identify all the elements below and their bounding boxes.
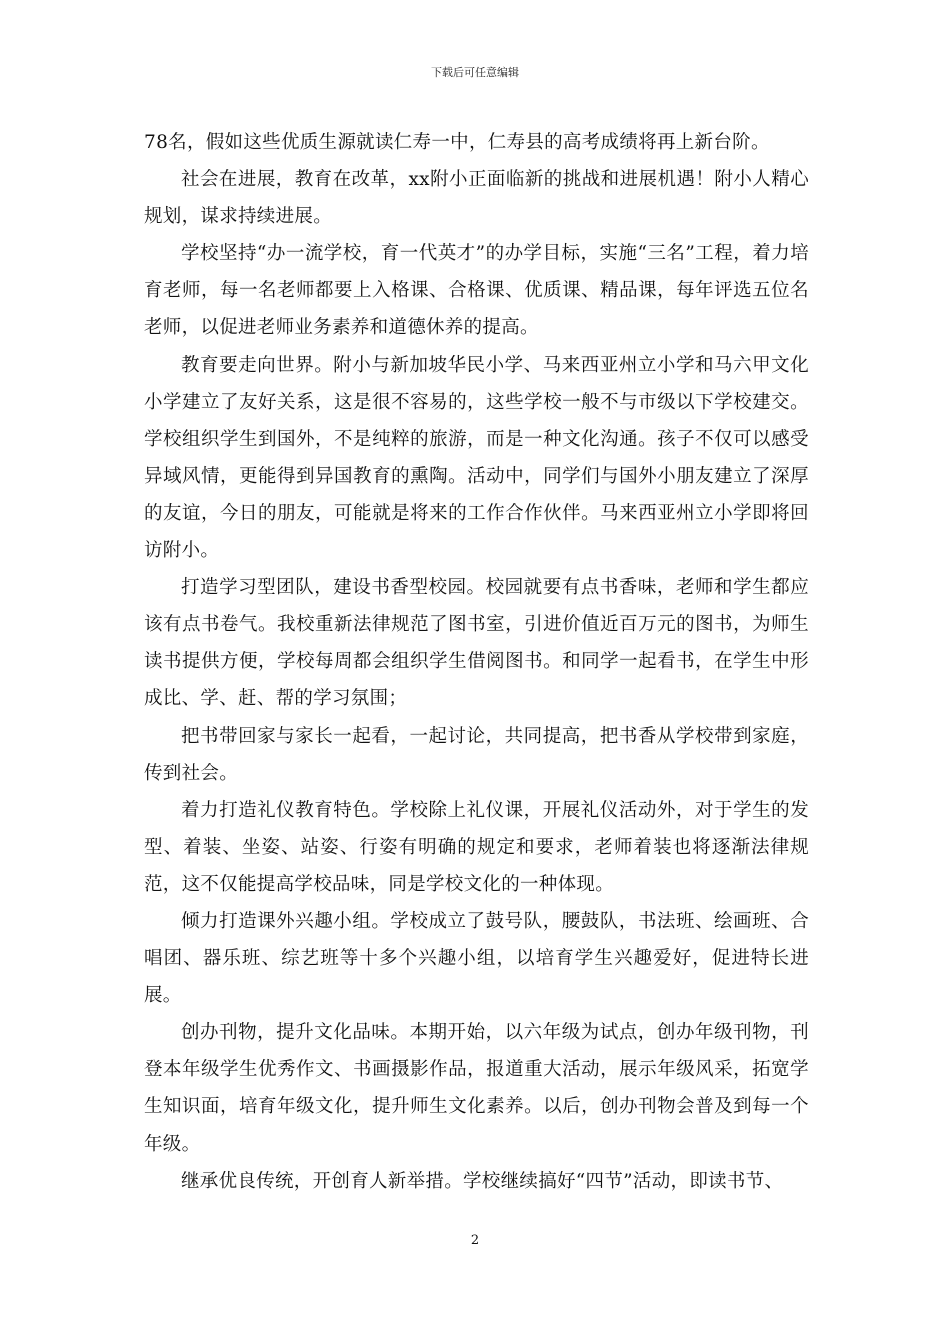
paragraph-5: 打造学习型团队，建设书香型校园。校园就要有点书香味，老师和学生都应该有点书卷气。我校重新法律规范了图书室，引进价值近百万元的图书，为师生读书提供方便，学校每周都会组织学生借阅图书。和同学一起看书，在学生中形成比、学、赶、帮的学习氛围； bbox=[144, 577, 809, 710]
paragraph-2: 社会在进展，教育在改革，xx附小正面临新的挑战和进展机遇！附小人精心规划，谋求持续进展。 bbox=[144, 169, 809, 228]
paragraph-6: 把书带回家与家长一起看，一起讨论，共同提高，把书香从学校带到家庭，传到社会。 bbox=[144, 725, 809, 784]
paragraph-8: 倾力打造课外兴趣小组。学校成立了鼓号队，腰鼓队，书法班、绘画班、合唱团、器乐班、综艺班等十多个兴趣小组，以培育学生兴趣爱好，促进特长进展。 bbox=[144, 910, 809, 1007]
paragraph-10: 继承优良传统，开创育人新举措。学校继续搞好“四节”活动，即读书节、 bbox=[181, 1170, 784, 1192]
paragraph-1: 78名，假如这些优质生源就读仁寿一中，仁寿县的高考成绩将再上新台阶。 bbox=[144, 132, 770, 153]
paragraph-4: 教育要走向世界。附小与新加坡华民小学、马来西亚州立小学和马六甲文化小学建立了友好关系，这是很不容易的，这些学校一般不与市级以下学校建交。学校组织学生到国外，不是纯粹的旅游，而是一种文化沟通。孩子不仅可以感受异域风情，更能得到异国教育的熏陶。活动中，同学们与国外小朋友建立了深厚的友谊，今日的朋友，可能就是将来的工作合作伙伴。马来西亚州立小学即将回访附小。 bbox=[144, 354, 809, 562]
page-number: 2 bbox=[470, 1233, 480, 1248]
paragraph-3: 学校坚持“办一流学校，育一代英才”的办学目标，实施“三名”工程，着力培育老师，每一名老师都要上入格课、合格课、优质课、精品课，每年评选五位名老师，以促进老师业务素养和道德休养的提高。 bbox=[144, 243, 809, 339]
paragraph-7: 着力打造礼仪教育特色。学校除上礼仪课，开展礼仪活动外，对于学生的发型、着装、坐姿、站姿、行姿有明确的规定和要求，老师着装也将逐渐法律规范，这不仅能提高学校品味，同是学校文化的一种体现。 bbox=[144, 799, 809, 895]
paragraph-9: 创办刊物，提升文化品味。本期开始，以六年级为试点，创办年级刊物，刊登本年级学生优秀作文、书画摄影作品，报道重大活动，展示年级风采，拓宽学生知识面，培育年级文化，提升师生文化素养。以后，创办刊物会普及到每一个年级。 bbox=[144, 1022, 809, 1155]
document-body bbox=[144, 124, 809, 1200]
page-header: 下载后可任意编辑 bbox=[431, 66, 519, 79]
